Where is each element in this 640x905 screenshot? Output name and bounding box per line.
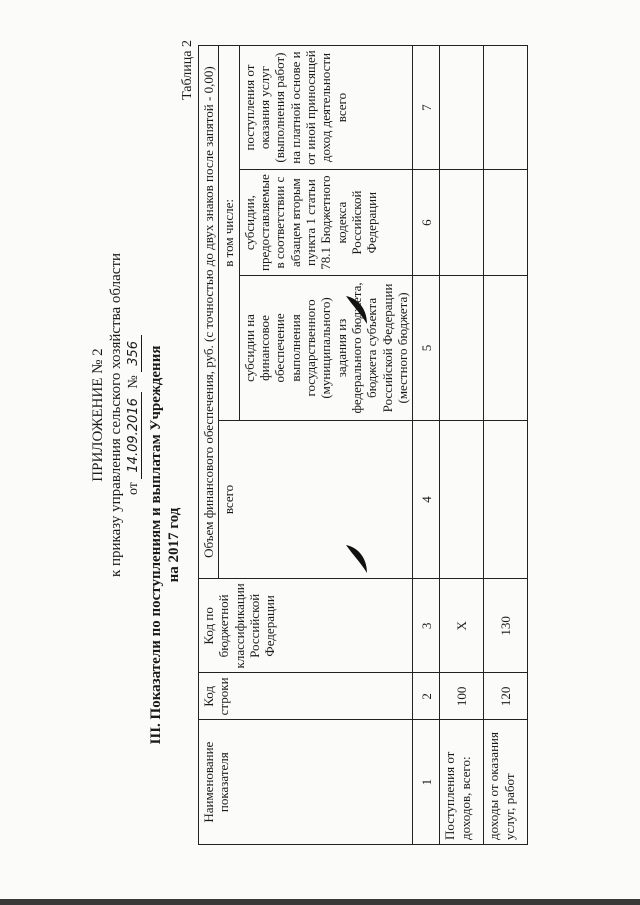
table-row [440, 46, 484, 845]
appendix-title: ПРИЛОЖЕНИЕ № 2 [90, 348, 106, 482]
cell-state-task [440, 276, 484, 421]
header-paid-services-income [239, 46, 413, 170]
header-total: всего [219, 420, 413, 578]
table-header-row [199, 46, 219, 845]
cell-article-78 [484, 170, 528, 276]
column-number: 7 [413, 46, 440, 170]
cell-article-78 [440, 170, 484, 276]
column-number: 1 [413, 720, 440, 845]
column-number: 5 [413, 276, 440, 421]
order-prefix: от [126, 482, 141, 496]
indicators-table [198, 45, 528, 845]
header-state-task-subsidies: субсидии на финансовое обеспечение выполнения государственного (муниципального) задания из федерального бюджета, бюджета субъекта Российской Федерации (местного бюджета) [239, 276, 413, 421]
order-date: 14.09.2016 [126, 392, 142, 478]
row-budget-code: X [440, 579, 484, 673]
column-number: 2 [413, 673, 440, 720]
table-row [484, 46, 528, 845]
row-budget-code: 130 [484, 579, 528, 673]
row-indicator-name: доходы от оказания услуг, работ [484, 720, 528, 845]
appendix-order-date-line [126, 145, 142, 685]
cell-state-task [484, 276, 528, 421]
appendix-order: к приказу управления сельского хозяйства области [108, 252, 124, 578]
order-number: 356 [126, 335, 142, 372]
column-number: 4 [413, 420, 440, 578]
header-row-code: Код строки [199, 673, 413, 720]
column-number: 6 [413, 170, 440, 276]
header-financing-volume: Объем финансового обеспечения, руб. (с точностью до двух знаков после запятой - 0,00) [199, 46, 219, 579]
column-numbers-row [413, 46, 440, 845]
cell-paid-services [440, 46, 484, 170]
column-number: 3 [413, 579, 440, 673]
table-label: Таблица 2 [180, 40, 195, 100]
row-indicator-name: Поступления от доходов, всего: [440, 720, 484, 845]
header-including: в том числе: [219, 46, 239, 421]
cell-total [484, 420, 528, 578]
header-paid-services-text: поступления от оказания услуг (выполнения работ) на платной основе и от иной приносящей доход деятельности [241, 50, 334, 165]
header-indicator-name: Наименование показателя [199, 720, 413, 845]
section-title: III. Показатели по поступлениям и выплатам Учреждения [148, 345, 164, 745]
header-budget-code: Код по бюджетной классификации Российской Федерации [199, 579, 413, 673]
row-code: 120 [484, 673, 528, 720]
order-number-label: № [126, 375, 141, 389]
header-paid-services-total: всего [333, 92, 349, 123]
section-year: на 2017 год [166, 507, 182, 583]
cell-total [440, 420, 484, 578]
header-article-78-subsidies: субсидии, предоставляемые в соответствии с абзацем вторым пункта 1 статьи 78.1 Бюджетного кодекса Российской Федерации [239, 170, 413, 276]
cell-paid-services [484, 46, 528, 170]
row-code: 100 [440, 673, 484, 720]
